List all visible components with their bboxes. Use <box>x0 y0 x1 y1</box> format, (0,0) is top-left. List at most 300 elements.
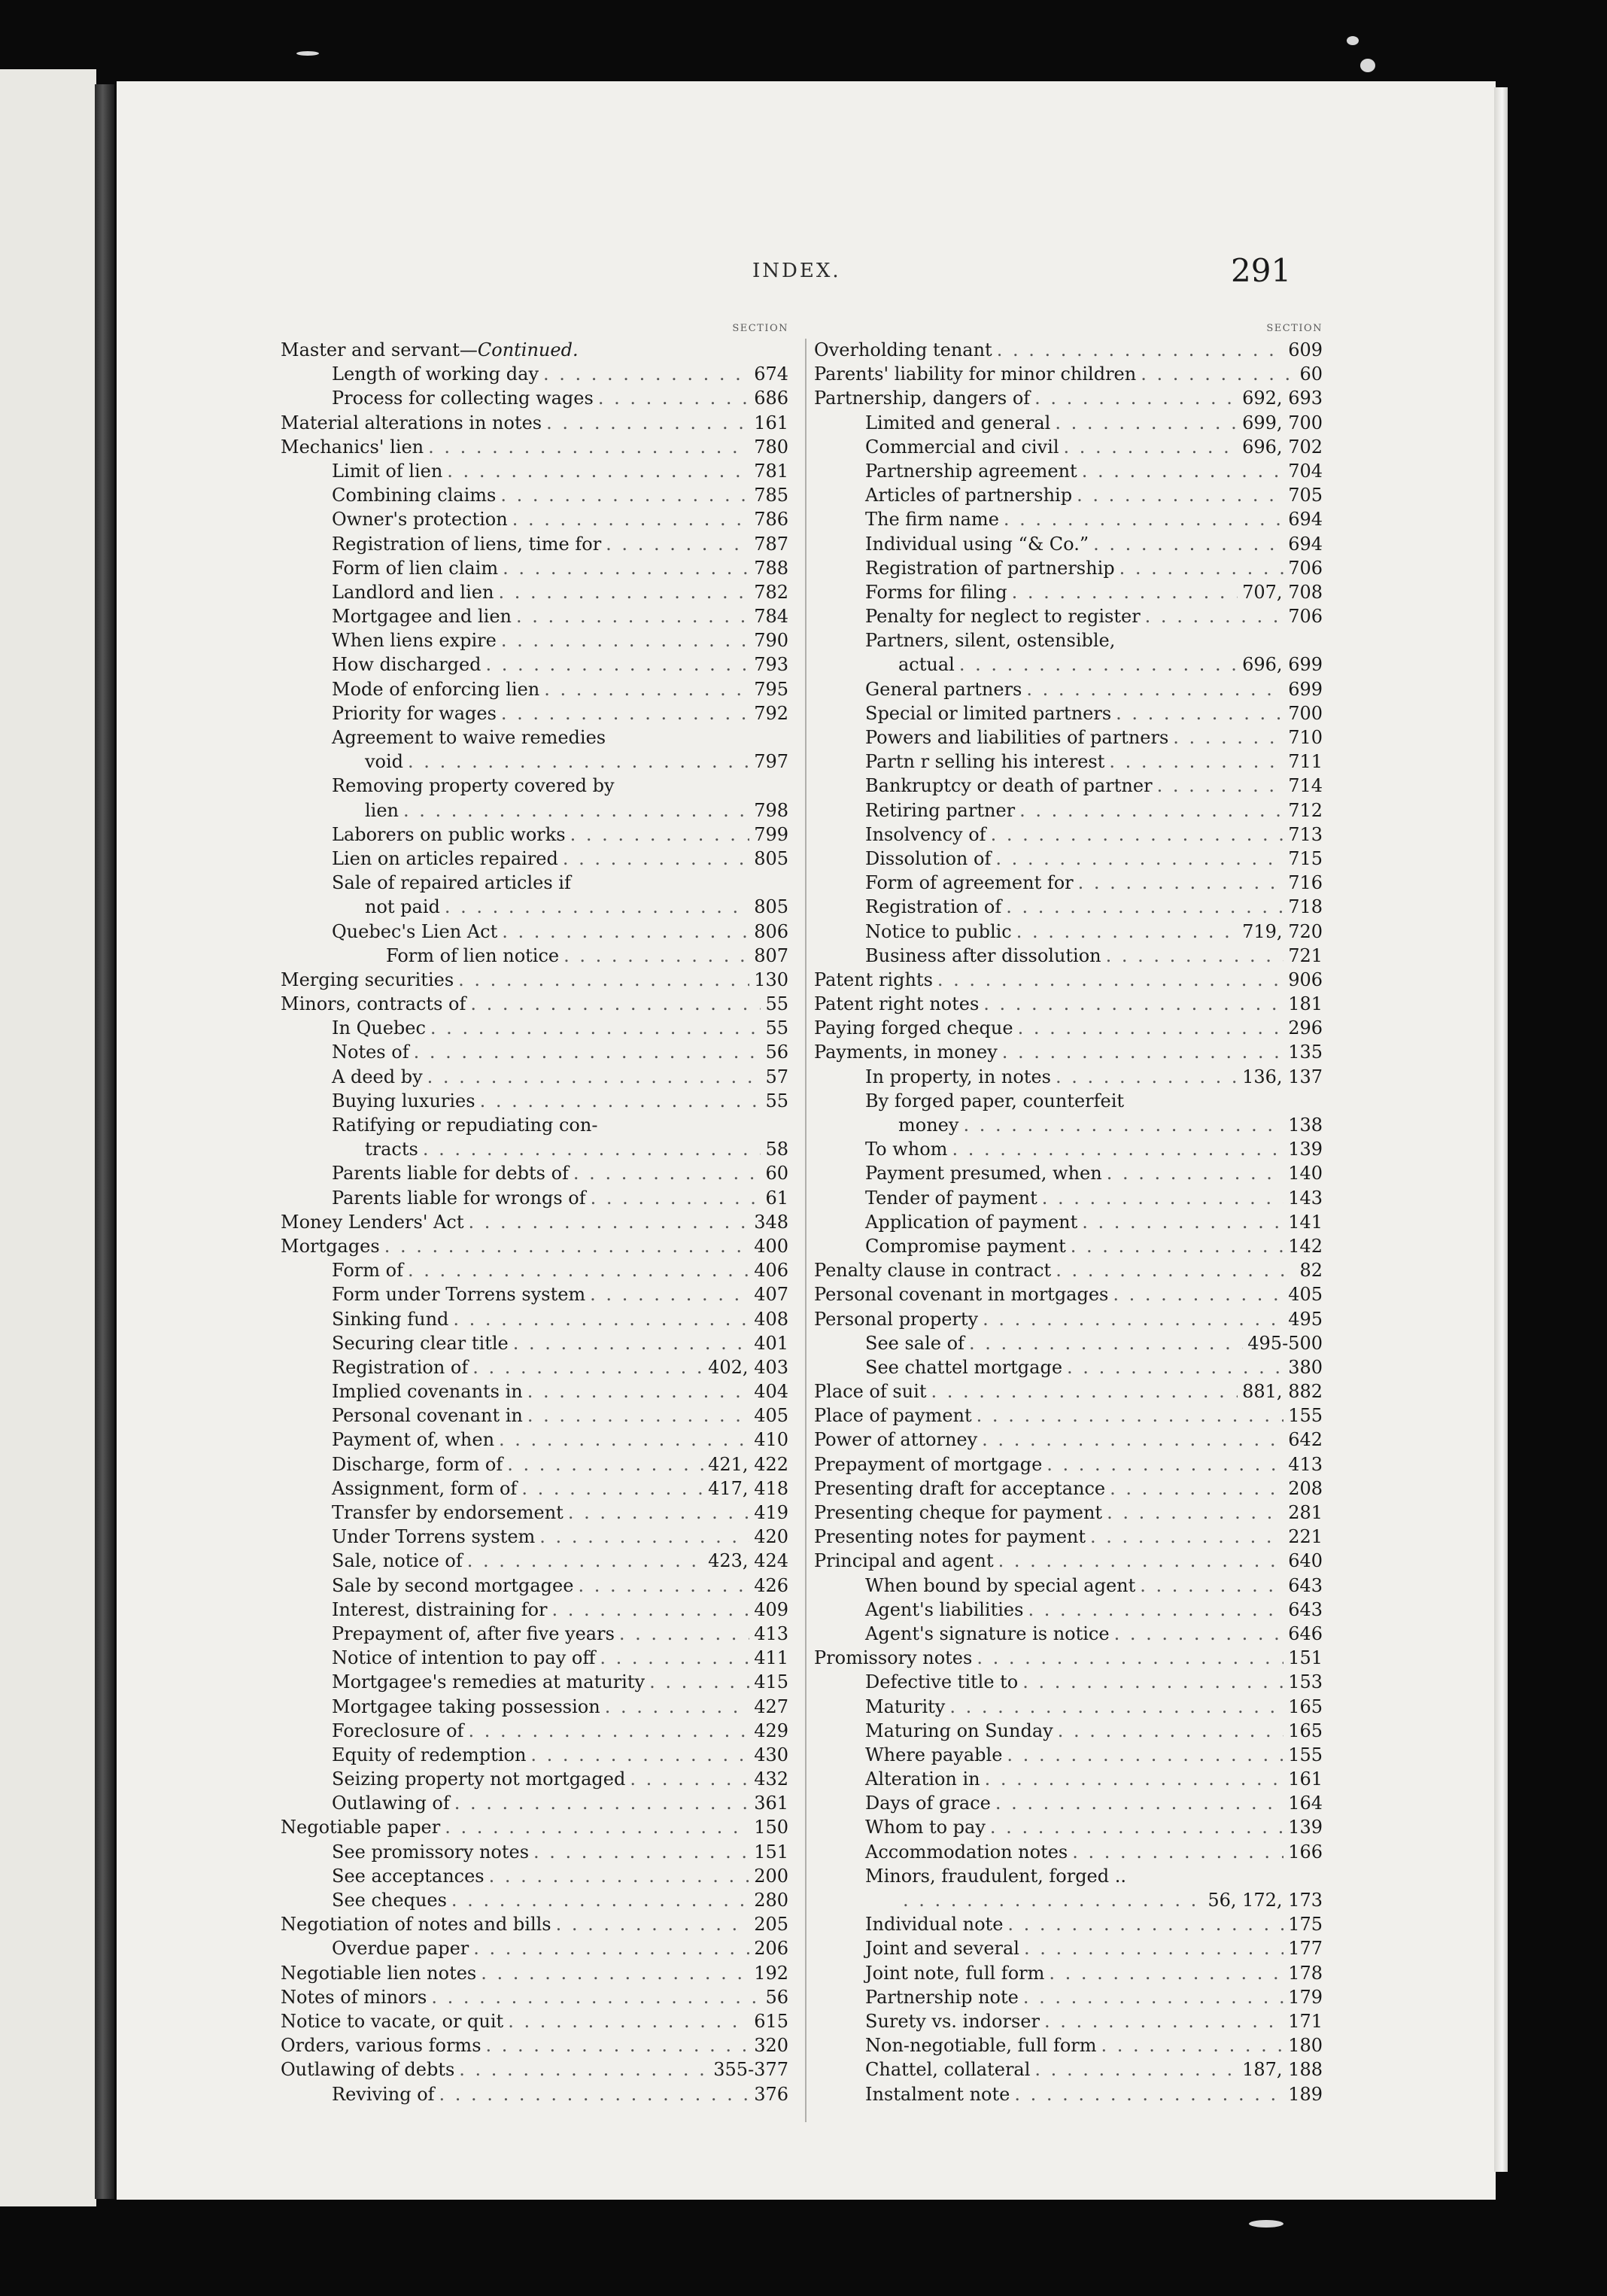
index-entry-label: By forged paper, counterfeit <box>865 1090 1125 1112</box>
index-entry-label: Assignment, form of <box>332 1477 518 1499</box>
index-entry-label: void <box>365 751 404 773</box>
dot-leader <box>1007 1912 1283 1936</box>
index-entry <box>814 1137 1323 1161</box>
dot-leader <box>1047 1452 1283 1476</box>
index-entry-section-ref: 58 <box>765 1139 788 1160</box>
index-entry-label: Registration of <box>865 896 1002 918</box>
dot-leader <box>543 362 749 386</box>
index-entry-section-ref: 411 <box>754 1647 788 1669</box>
index-entry <box>281 1258 788 1282</box>
index-entry <box>814 1961 1323 1985</box>
index-entry-label: actual <box>898 654 955 676</box>
index-entry-label: Orders, various forms <box>281 2035 481 2057</box>
index-entry-section-ref: 402, 403 <box>708 1356 788 1378</box>
index-entry <box>281 1234 788 1258</box>
index-entry-label: Notes of <box>332 1042 409 1063</box>
index-entry-section-ref: 715 <box>1288 847 1323 869</box>
index-entry <box>814 895 1323 919</box>
dot-leader <box>454 1791 749 1815</box>
scan-speck <box>1249 2220 1283 2228</box>
index-entry-label: Length of working day <box>332 363 539 385</box>
dot-leader <box>1145 604 1284 628</box>
index-entry <box>281 1961 788 1985</box>
index-entry <box>814 507 1323 531</box>
index-entry <box>281 1574 788 1598</box>
index-entry-label: Quebec's Lien Act <box>332 920 498 942</box>
dot-leader <box>503 556 749 580</box>
index-entry-section-ref: 694 <box>1288 533 1323 555</box>
index-entry-label: Limit of lien <box>332 460 443 482</box>
dot-leader <box>512 507 749 531</box>
dot-leader <box>430 1016 761 1040</box>
index-entry-section-ref: 718 <box>1288 896 1323 918</box>
dot-leader <box>570 823 750 847</box>
facing-page-edge <box>0 69 96 2206</box>
dot-leader <box>481 1961 749 1985</box>
page-edge <box>1494 87 1508 2172</box>
index-entry-label: Power of attorney <box>814 1429 978 1451</box>
index-entry <box>814 1646 1323 1670</box>
index-entry-section-ref: 798 <box>754 799 788 821</box>
dot-leader <box>1028 1598 1283 1622</box>
index-entry <box>281 1040 788 1064</box>
index-entry <box>814 483 1323 507</box>
index-entry-section-ref: 780 <box>754 436 788 458</box>
index-entry-section-ref: 806 <box>754 920 788 942</box>
index-entry-section-ref: 60 <box>765 1163 788 1184</box>
index-entry-label: See sale of <box>865 1332 965 1354</box>
index-entry-section-ref: 788 <box>754 557 788 579</box>
dot-leader <box>470 992 761 1016</box>
index-entry-section-ref: 413 <box>1288 1453 1323 1475</box>
dot-leader <box>1082 1210 1283 1234</box>
index-entry-label: When bound by special agent <box>865 1574 1136 1596</box>
index-entry-section-ref: 784 <box>754 606 788 628</box>
index-entry-section-ref: 155 <box>1288 1405 1323 1427</box>
index-entry-label: Sinking fund <box>332 1308 449 1330</box>
dot-leader <box>969 1331 1243 1355</box>
index-entry <box>814 1622 1323 1646</box>
index-entry <box>281 411 788 435</box>
index-entry-label: Registration of partnership <box>865 557 1115 579</box>
index-entry-section-ref: 151 <box>1288 1647 1323 1669</box>
index-entry-section-ref: 56, 172, 173 <box>1208 1890 1323 1911</box>
index-entry <box>281 968 788 992</box>
index-entry <box>281 556 788 580</box>
index-entry <box>814 1695 1323 1719</box>
index-entry <box>281 1840 788 1864</box>
index-entry-label: Form of agreement for <box>865 872 1074 894</box>
index-entry-section-ref: 60 <box>1299 363 1323 385</box>
index-entry <box>814 1040 1323 1064</box>
index-entry <box>814 2009 1323 2033</box>
dot-leader <box>1004 507 1283 531</box>
index-entry-label: Prepayment of mortgage <box>814 1453 1043 1475</box>
index-entry <box>814 532 1323 556</box>
dot-leader <box>516 604 749 628</box>
index-entry-section-ref: 56 <box>765 1042 788 1063</box>
index-entry-section-ref: 719, 720 <box>1242 920 1323 942</box>
index-entry <box>281 1186 788 1210</box>
index-entry-section-ref: 710 <box>1288 727 1323 748</box>
index-entry-continued: Continued. <box>477 339 579 360</box>
index-entry-label: Master and servant— <box>281 339 478 360</box>
index-entry-section-ref: 430 <box>754 1744 788 1765</box>
column-divider <box>805 339 807 2122</box>
index-entry-label: Commercial and civil <box>865 436 1059 458</box>
index-entry-label: Articles of partnership <box>865 485 1073 506</box>
index-entry-label: In Quebec <box>332 1017 426 1039</box>
index-entry <box>814 1452 1323 1476</box>
index-entry-label: money <box>898 1115 959 1136</box>
index-entry <box>814 435 1323 459</box>
index-entry-label: Overholding tenant <box>814 339 992 360</box>
dot-leader <box>1022 1670 1283 1694</box>
index-entry-label: Money Lenders' Act <box>281 1211 464 1233</box>
index-entry-label: Tender of payment <box>865 1187 1037 1209</box>
index-entry <box>281 1113 788 1137</box>
index-entry-label: Mortgages <box>281 1235 380 1257</box>
index-entry-label: Where payable <box>865 1744 1003 1765</box>
index-entry-label: Agent's signature is notice <box>865 1622 1110 1644</box>
index-entry-section-ref: 674 <box>754 363 788 385</box>
index-entry-label: Registration of liens, time for <box>332 533 602 555</box>
index-entry-label: Defective title to <box>865 1671 1019 1693</box>
index-entry-label: Patent right notes <box>814 993 980 1015</box>
index-entry-label: lien <box>365 799 399 821</box>
dot-leader <box>598 386 749 410</box>
dot-leader <box>384 1234 749 1258</box>
dot-leader <box>590 1282 749 1306</box>
index-entry <box>281 944 788 968</box>
dot-leader <box>500 483 749 507</box>
index-entry-label: Sale by second mortgagee <box>332 1574 574 1596</box>
dot-leader <box>1107 1501 1283 1525</box>
index-entry <box>281 1864 788 1888</box>
index-entry-list <box>814 338 1323 2106</box>
index-entry <box>814 1936 1323 1960</box>
index-entry-label: Instalment note <box>865 2083 1010 2105</box>
index-entry-section-ref: 161 <box>1288 1768 1323 1790</box>
index-entry <box>814 1282 1323 1306</box>
index-entry-label: Partnership agreement <box>865 460 1077 482</box>
index-entry-section-ref: 179 <box>1288 1986 1323 2008</box>
index-entry-label: Transfer by endorsement <box>332 1502 564 1523</box>
index-entry-section-ref: 165 <box>1288 1695 1323 1717</box>
index-entry-label: Priority for wages <box>332 702 497 724</box>
index-entry-section-ref: 380 <box>1288 1356 1323 1378</box>
index-entry-label: Partners, silent, ostensible, <box>865 630 1116 652</box>
index-entry <box>814 1719 1323 1743</box>
index-entry-label: To whom <box>865 1139 948 1160</box>
dot-leader <box>995 1791 1283 1815</box>
index-entry <box>281 1379 788 1403</box>
index-entry <box>814 1864 1323 1888</box>
index-entry-section-ref: 640 <box>1288 1550 1323 1572</box>
index-entry-label: Implied covenants in <box>332 1381 523 1403</box>
index-entry <box>814 677 1323 701</box>
dot-leader <box>1044 2009 1283 2033</box>
dot-leader <box>1141 362 1295 386</box>
dot-leader <box>563 847 749 871</box>
dot-leader <box>1173 725 1283 750</box>
index-entry-section-ref: 792 <box>754 702 788 724</box>
index-entry <box>814 1549 1323 1573</box>
index-entry-section-ref: 721 <box>1288 944 1323 966</box>
index-entry-label: Limited and general <box>865 412 1051 433</box>
index-entry <box>281 532 788 556</box>
dot-leader <box>527 1379 749 1403</box>
index-entry-section-ref: 281 <box>1288 1502 1323 1523</box>
index-entry <box>281 1670 788 1694</box>
index-entry-label: Promissory notes <box>814 1647 973 1669</box>
dot-leader <box>1034 386 1238 410</box>
index-entry <box>814 2057 1323 2082</box>
section-column-label: SECTION <box>732 323 788 334</box>
dot-leader <box>546 411 749 435</box>
dot-leader <box>1034 2057 1238 2082</box>
dot-leader <box>507 1452 703 1476</box>
index-entry-section-ref: 786 <box>754 509 788 531</box>
index-entry-section-ref: 55 <box>765 1017 788 1039</box>
dot-leader <box>458 968 749 992</box>
dot-leader <box>403 798 749 823</box>
index-entry-label: Dissolution of <box>865 847 992 869</box>
index-entry-section-ref: 150 <box>754 1817 788 1838</box>
index-entry-label: Seizing property not mortgaged <box>332 1768 626 1790</box>
index-entry <box>281 652 788 677</box>
index-entry-label: Maturing on Sunday <box>865 1720 1053 1741</box>
index-entry-label: Non-negotiable, full form <box>865 2035 1097 2057</box>
index-entry-label: Merging securities <box>281 969 454 990</box>
index-entry-label: Equity of redemption <box>332 1744 527 1765</box>
index-entry <box>814 750 1323 774</box>
index-entry-label: See cheques <box>332 1890 447 1911</box>
index-entry <box>281 1719 788 1743</box>
dot-leader <box>630 1767 749 1791</box>
index-entry-section-ref: 421, 422 <box>708 1453 788 1475</box>
index-entry-section-ref: 706 <box>1288 557 1323 579</box>
index-entry <box>814 944 1323 968</box>
index-entry <box>281 2057 788 2082</box>
index-entry-section-ref: 408 <box>754 1308 788 1330</box>
dot-leader <box>931 1379 1238 1403</box>
index-entry-section-ref: 401 <box>754 1332 788 1354</box>
index-entry <box>281 628 788 652</box>
index-entry-label: Partn r selling his interest <box>865 751 1105 773</box>
index-entry-section-ref: 82 <box>1299 1260 1323 1282</box>
index-entry-label: Outlawing of debts <box>281 2059 455 2081</box>
index-entry <box>281 750 788 774</box>
dot-leader <box>1014 2082 1283 2106</box>
index-entry-section-ref: 429 <box>754 1720 788 1741</box>
index-entry-label: Mortgagee and lien <box>332 606 512 628</box>
index-entry-label: Form of lien claim <box>332 557 499 579</box>
index-entry-label: Form under Torrens system <box>332 1284 586 1306</box>
index-entry <box>814 968 1323 992</box>
index-entry-label: Individual note <box>865 1914 1004 1936</box>
index-entry-label: Landlord and lien <box>332 581 494 603</box>
index-entry-section-ref: 153 <box>1288 1671 1323 1693</box>
dot-leader <box>578 1574 749 1598</box>
index-entry <box>814 1767 1323 1791</box>
dot-leader <box>983 1307 1283 1331</box>
index-entry-label: Personal covenant in mortgages <box>814 1284 1109 1306</box>
index-entry-label: Negotiable lien notes <box>281 1962 477 1984</box>
scan-speck <box>1360 59 1375 72</box>
dot-leader <box>1090 1525 1283 1549</box>
dot-leader <box>985 1767 1284 1791</box>
index-entry-section-ref: 686 <box>754 388 788 409</box>
index-entry-label: Foreclosure of <box>332 1720 464 1741</box>
index-entry-section-ref: 55 <box>765 993 788 1015</box>
dot-leader <box>508 2009 749 2033</box>
index-entry-section-ref: 417, 418 <box>708 1477 788 1499</box>
dot-leader <box>564 944 749 968</box>
index-entry-section-ref: 782 <box>754 581 788 603</box>
dot-leader <box>480 1089 761 1113</box>
index-entry-section-ref: 707, 708 <box>1242 581 1323 603</box>
index-entry-label: Process for collecting wages <box>332 388 594 409</box>
index-entry <box>281 1815 788 1839</box>
index-entry-label: Payment presumed, when <box>865 1163 1102 1184</box>
index-entry-section-ref: 410 <box>754 1429 788 1451</box>
index-entry-section-ref: 142 <box>1288 1235 1323 1257</box>
index-entry <box>281 1525 788 1549</box>
index-entry-label: See acceptances <box>332 1865 485 1887</box>
index-entry-label: Powers and liabilities of partners <box>865 727 1169 748</box>
index-entry <box>814 362 1323 386</box>
index-entry-label: Agreement to waive remedies <box>332 727 606 748</box>
index-entry-section-ref: 140 <box>1288 1163 1323 1184</box>
index-entry-label: Penalty clause in contract <box>814 1260 1052 1282</box>
dot-leader <box>949 1695 1283 1719</box>
dot-leader <box>552 1598 750 1622</box>
index-entry-label: Joint and several <box>865 1938 1019 1960</box>
index-entry-label: Negotiable paper <box>281 1817 441 1838</box>
index-entry-label: In property, in notes <box>865 1066 1051 1087</box>
index-entry-label: Negotiation of notes and bills <box>281 1914 551 1936</box>
index-entry <box>814 1307 1323 1331</box>
index-entry-section-ref: 495 <box>1288 1308 1323 1330</box>
index-entry-section-ref: 135 <box>1288 1042 1323 1063</box>
index-entry <box>814 2033 1323 2057</box>
index-entry <box>814 1791 1323 1815</box>
dot-leader <box>1067 1355 1283 1379</box>
index-entry-label: When liens expire <box>332 630 497 652</box>
index-entry-section-ref: 705 <box>1288 485 1323 506</box>
index-entry-label: Personal property <box>814 1308 979 1330</box>
index-entry-label: Ratifying or repudiating con- <box>332 1115 598 1136</box>
index-column-right <box>814 320 1323 2106</box>
index-entry-label: Parents liable for wrongs of <box>332 1187 586 1209</box>
dot-leader <box>1064 435 1238 459</box>
index-entry <box>814 1186 1323 1210</box>
index-entry <box>814 725 1323 750</box>
index-entry-label: Alteration in <box>865 1768 980 1790</box>
index-entry <box>814 871 1323 895</box>
index-entry-label: Principal and agent <box>814 1550 994 1572</box>
index-entry <box>281 871 788 895</box>
index-entry-label: Personal covenant in <box>332 1405 523 1427</box>
dot-leader <box>1019 798 1283 823</box>
scan-speck <box>296 51 319 56</box>
index-entry-section-ref: 155 <box>1288 1744 1323 1765</box>
index-entry-section-ref: 56 <box>765 1986 788 2008</box>
dot-leader <box>1023 1985 1283 2009</box>
dot-leader <box>1093 532 1283 556</box>
index-entry <box>281 459 788 483</box>
index-entry <box>281 1695 788 1719</box>
dot-leader <box>445 895 749 919</box>
index-entry <box>814 823 1323 847</box>
index-entry <box>814 1574 1323 1598</box>
index-entry-label: Agent's liabilities <box>865 1598 1024 1620</box>
dot-leader <box>408 750 749 774</box>
index-column-left <box>281 320 788 2106</box>
index-entry <box>281 580 788 604</box>
index-entry <box>281 604 788 628</box>
index-entry <box>281 1307 788 1331</box>
dot-leader <box>903 1888 1203 1912</box>
index-entry-section-ref: 415 <box>754 1671 788 1693</box>
index-entry <box>814 628 1323 652</box>
dot-leader <box>619 1622 749 1646</box>
dot-leader <box>997 338 1283 362</box>
dot-leader <box>486 2033 750 2057</box>
dot-leader <box>1058 1719 1283 1743</box>
index-entry-section-ref: 376 <box>754 2083 788 2105</box>
index-entry <box>281 823 788 847</box>
index-entry <box>814 1331 1323 1355</box>
index-entry-label: Bankruptcy or death of partner <box>865 775 1153 797</box>
index-entry-section-ref: 161 <box>754 412 788 433</box>
index-entry <box>814 1840 1323 1864</box>
index-entry <box>814 1016 1323 1040</box>
index-entry-label: Individual using “& Co.” <box>865 533 1089 555</box>
dot-leader <box>499 1428 749 1452</box>
index-entry-section-ref: 706 <box>1288 606 1323 628</box>
index-entry-section-ref: 205 <box>754 1914 788 1936</box>
index-entry <box>281 1161 788 1185</box>
index-entry-section-ref: 151 <box>754 1841 788 1863</box>
index-entry-section-ref: 166 <box>1288 1841 1323 1863</box>
index-entry-label: Parents' liability for minor children <box>814 363 1137 385</box>
index-entry-label: Interest, distraining for <box>332 1598 548 1620</box>
index-entry <box>814 992 1323 1016</box>
dot-leader <box>1082 459 1284 483</box>
index-entry <box>281 1622 788 1646</box>
index-entry-label: Notice to vacate, or quit <box>281 2010 504 2032</box>
index-entry <box>814 386 1323 410</box>
index-entry <box>814 1815 1323 1839</box>
dot-leader <box>1055 411 1238 435</box>
dot-leader <box>408 1258 749 1282</box>
index-entry <box>281 435 788 459</box>
dot-leader <box>1157 774 1284 798</box>
index-entry <box>814 338 1323 362</box>
index-entry-label: Notice to public <box>865 920 1012 942</box>
index-entry-section-ref: 407 <box>754 1284 788 1306</box>
index-entry-section-ref: 206 <box>754 1938 788 1960</box>
dot-leader <box>1016 920 1238 944</box>
index-entry <box>814 1234 1323 1258</box>
index-entry-list <box>281 338 788 2106</box>
section-column-label: SECTION <box>1266 323 1323 334</box>
index-entry-label: Partnership note <box>865 1986 1019 2008</box>
dot-leader <box>1114 1622 1284 1646</box>
index-entry-section-ref: 785 <box>754 485 788 506</box>
